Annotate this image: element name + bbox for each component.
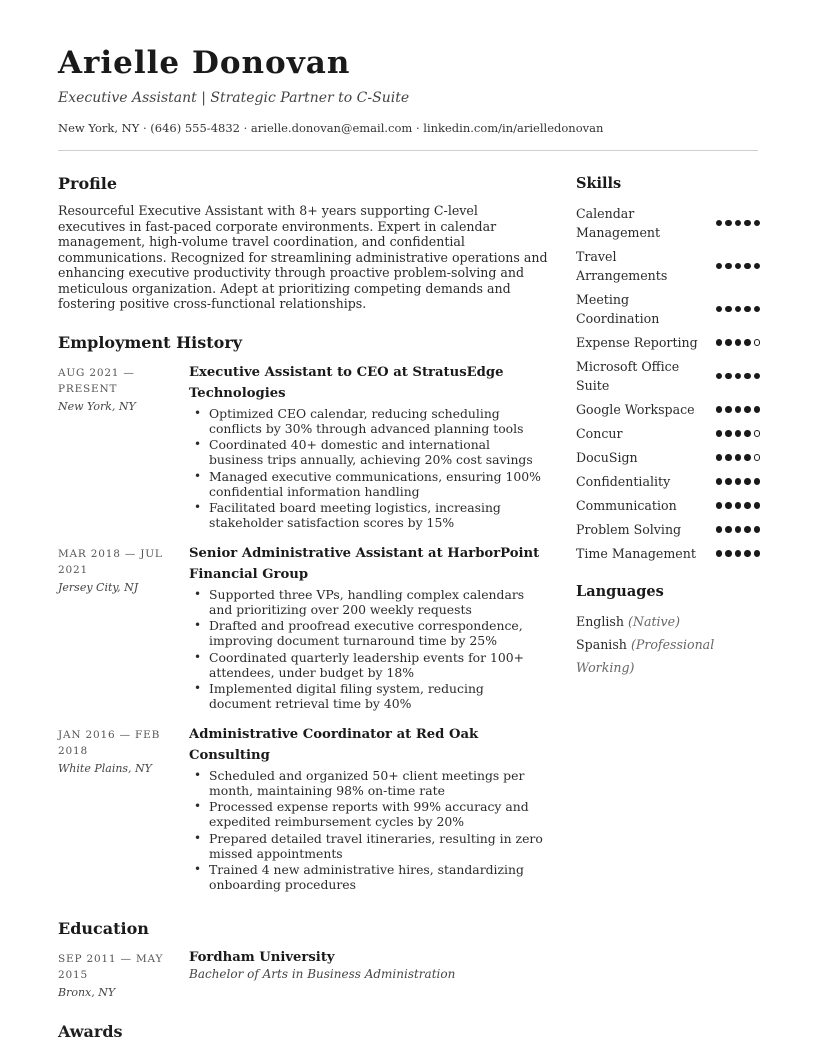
job-bullets — [189, 406, 548, 531]
rating-dot-filled-icon — [735, 406, 742, 413]
rating-dot-filled-icon — [725, 373, 732, 380]
language-name: Spanish — [576, 637, 627, 652]
rating-dot-filled-icon — [744, 373, 751, 380]
rating-dot-filled-icon — [716, 502, 723, 509]
skill-name: Time Management — [576, 546, 696, 561]
rating-dot-filled-icon — [744, 430, 751, 437]
job-bullet: • Facilitated board meeting logistics, increasing stakeholder satisfaction scores by 15% — [189, 500, 548, 530]
skill-name: Problem Solving — [576, 522, 682, 537]
skills-heading: Skills — [576, 175, 622, 192]
languages-list — [576, 610, 760, 679]
rating-dot-filled-icon — [744, 550, 751, 557]
skill-name: DocuSign — [576, 450, 638, 465]
skill-row — [576, 357, 760, 395]
rating-dot-filled-icon — [716, 263, 723, 270]
skill-rating — [716, 502, 761, 509]
rating-dot-filled-icon — [725, 550, 732, 557]
rating-dot-filled-icon — [735, 306, 742, 313]
skill-rating — [716, 430, 761, 437]
awards-heading: Awards — [58, 1022, 123, 1041]
job-title: Administrative Coordinator at Red Oak Consulting — [189, 726, 479, 763]
skill-rating — [716, 306, 761, 313]
language-level: (Native) — [628, 614, 681, 629]
skill-name: Meeting Coordination — [576, 292, 660, 326]
job-bullet: • Processed expense reports with 99% accuracy and expedited reimbursement cycles by 20% — [189, 799, 548, 829]
profile-text: Resourceful Executive Assistant with 8+ years supporting C-level executives in fast-paced corporate environments. Expert in calendar management, high-volume travel coordination, and confidential communications. Recognized for streamlining administrative operations and enhancing executive productivity through proactive problem-solving and meticulous organization. Adept at prioritizing competing demands and fostering positive cross-functional relationships. — [58, 203, 548, 311]
education-degree: Bachelor of Arts in Business Administration — [189, 966, 456, 981]
main-column — [58, 174, 548, 999]
skill-row — [576, 544, 760, 563]
rating-dot-filled-icon — [716, 220, 723, 227]
education-date: SEP 2011 — MAY 2015 — [58, 952, 164, 981]
skill-row — [576, 333, 760, 352]
rating-dot-filled-icon — [725, 339, 732, 346]
job-date: MAR 2018 — JUL 2021 — [58, 547, 163, 576]
rating-dot-filled-icon — [725, 478, 732, 485]
rating-dot-filled-icon — [744, 454, 751, 461]
education-body — [189, 951, 548, 999]
skills-list — [576, 204, 760, 563]
education-heading: Education — [58, 918, 149, 938]
rating-dot-filled-icon — [725, 454, 732, 461]
rating-dot-filled-icon — [744, 526, 751, 533]
skill-row — [576, 496, 760, 515]
skill-name: Concur — [576, 426, 623, 441]
rating-dot-filled-icon — [754, 220, 761, 227]
job-date: JAN 2016 — FEB 2018 — [58, 728, 161, 757]
skill-rating — [716, 454, 761, 461]
job-location: White Plains, NY — [58, 761, 152, 775]
job-bullet: • Implemented digital filing system, reducing document retrieval time by 40% — [189, 681, 548, 711]
language-row — [576, 610, 760, 633]
rating-dot-empty-icon — [754, 430, 761, 437]
rating-dot-filled-icon — [744, 502, 751, 509]
job-body — [189, 546, 548, 713]
rating-dot-filled-icon — [716, 306, 723, 313]
rating-dot-filled-icon — [725, 263, 732, 270]
skill-rating — [716, 478, 761, 485]
rating-dot-filled-icon — [735, 526, 742, 533]
skill-rating — [716, 550, 761, 557]
skill-name: Expense Reporting — [576, 335, 698, 350]
job-meta — [58, 546, 189, 713]
job-date: AUG 2021 — PRESENT — [58, 366, 135, 395]
rating-dot-empty-icon — [754, 454, 761, 461]
employment-heading: Employment History — [58, 332, 243, 352]
skill-name: Travel Arrangements — [576, 249, 668, 283]
rating-dot-filled-icon — [735, 220, 742, 227]
job-bullet: • Optimized CEO calendar, reducing scheduling conflicts by 30% through advanced planning tools — [189, 406, 548, 436]
rating-dot-empty-icon — [754, 339, 761, 346]
rating-dot-filled-icon — [754, 502, 761, 509]
languages-heading: Languages — [576, 583, 664, 600]
rating-dot-filled-icon — [744, 339, 751, 346]
skill-name: Communication — [576, 498, 677, 513]
rating-dot-filled-icon — [725, 406, 732, 413]
job-bullet: • Coordinated quarterly leadership events for 100+ attendees, under budget by 18% — [189, 650, 548, 680]
job-title: Senior Administrative Assistant at HarborPoint Financial Group — [189, 545, 540, 582]
skill-rating — [716, 373, 761, 380]
rating-dot-filled-icon — [744, 406, 751, 413]
job-meta — [58, 727, 189, 894]
contact-line: New York, NY · (646) 555-4832 · arielle.donovan@email.com · linkedin.com/in/arielledonovan — [58, 121, 604, 135]
skill-rating — [716, 406, 761, 413]
rating-dot-filled-icon — [735, 454, 742, 461]
skill-rating — [716, 263, 761, 270]
rating-dot-filled-icon — [716, 373, 723, 380]
rating-dot-filled-icon — [754, 263, 761, 270]
rating-dot-filled-icon — [754, 306, 761, 313]
job-bullet: • Managed executive communications, ensuring 100% confidential information handling — [189, 469, 548, 499]
skill-row — [576, 204, 760, 242]
rating-dot-filled-icon — [754, 478, 761, 485]
rating-dot-filled-icon — [735, 430, 742, 437]
education-school: Fordham University — [189, 949, 335, 965]
header-divider — [58, 150, 758, 151]
rating-dot-filled-icon — [716, 430, 723, 437]
education-entry — [58, 951, 548, 999]
language-level: (Professional Working) — [576, 637, 715, 675]
side-column — [576, 175, 760, 679]
rating-dot-filled-icon — [716, 339, 723, 346]
rating-dot-filled-icon — [735, 478, 742, 485]
job-body — [189, 727, 548, 894]
education-meta — [58, 951, 189, 999]
rating-dot-filled-icon — [744, 306, 751, 313]
candidate-name: Arielle Donovan — [58, 45, 351, 81]
skill-name: Confidentiality — [576, 474, 671, 489]
rating-dot-filled-icon — [754, 526, 761, 533]
job-entry — [58, 546, 548, 713]
job-body — [189, 365, 548, 532]
profile-heading: Profile — [58, 174, 118, 193]
rating-dot-filled-icon — [754, 406, 761, 413]
rating-dot-filled-icon — [754, 550, 761, 557]
rating-dot-filled-icon — [744, 478, 751, 485]
rating-dot-filled-icon — [744, 263, 751, 270]
education-location: Bronx, NY — [58, 985, 116, 999]
rating-dot-filled-icon — [716, 454, 723, 461]
job-entry — [58, 365, 548, 532]
job-bullets — [189, 587, 548, 712]
skill-name: Google Workspace — [576, 402, 695, 417]
rating-dot-filled-icon — [735, 263, 742, 270]
job-location: New York, NY — [58, 399, 136, 413]
rating-dot-filled-icon — [735, 339, 742, 346]
rating-dot-filled-icon — [744, 220, 751, 227]
rating-dot-filled-icon — [716, 478, 723, 485]
rating-dot-filled-icon — [725, 526, 732, 533]
job-bullet: • Scheduled and organized 50+ client meetings per month, maintaining 98% on-time rate — [189, 768, 548, 798]
skill-row — [576, 472, 760, 491]
skill-rating — [716, 339, 761, 346]
skill-row — [576, 400, 760, 419]
job-bullet: • Coordinated 40+ domestic and international business trips annually, achieving 20% cost savings — [189, 437, 548, 467]
job-bullet: • Drafted and proofread executive correspondence, improving document turnaround time by 25% — [189, 618, 548, 648]
candidate-tagline: Executive Assistant | Strategic Partner to C-Suite — [58, 90, 410, 106]
skill-rating — [716, 220, 761, 227]
rating-dot-filled-icon — [735, 373, 742, 380]
rating-dot-filled-icon — [716, 550, 723, 557]
job-bullets — [189, 768, 548, 893]
rating-dot-filled-icon — [735, 502, 742, 509]
skill-row — [576, 448, 760, 467]
rating-dot-filled-icon — [725, 502, 732, 509]
job-location: Jersey City, NJ — [58, 580, 139, 594]
skill-row — [576, 247, 760, 285]
rating-dot-filled-icon — [725, 306, 732, 313]
job-meta — [58, 365, 189, 532]
rating-dot-filled-icon — [725, 220, 732, 227]
skill-rating — [716, 526, 761, 533]
rating-dot-filled-icon — [725, 430, 732, 437]
job-bullet: • Trained 4 new administrative hires, standardizing onboarding procedures — [189, 862, 548, 892]
skill-row — [576, 290, 760, 328]
job-entry — [58, 727, 548, 894]
skill-row — [576, 520, 760, 539]
rating-dot-filled-icon — [754, 373, 761, 380]
rating-dot-filled-icon — [716, 526, 723, 533]
rating-dot-filled-icon — [716, 406, 723, 413]
job-bullet: • Prepared detailed travel itineraries, resulting in zero missed appointments — [189, 831, 548, 861]
language-row — [576, 633, 760, 679]
job-bullet: • Supported three VPs, handling complex calendars and prioritizing over 200 weekly requests — [189, 587, 548, 617]
skill-name: Calendar Management — [576, 206, 661, 240]
rating-dot-filled-icon — [735, 550, 742, 557]
skill-row — [576, 424, 760, 443]
job-title: Executive Assistant to CEO at StratusEdge Technologies — [189, 364, 504, 401]
language-name: English — [576, 614, 624, 629]
skill-name: Microsoft Office Suite — [576, 359, 680, 393]
